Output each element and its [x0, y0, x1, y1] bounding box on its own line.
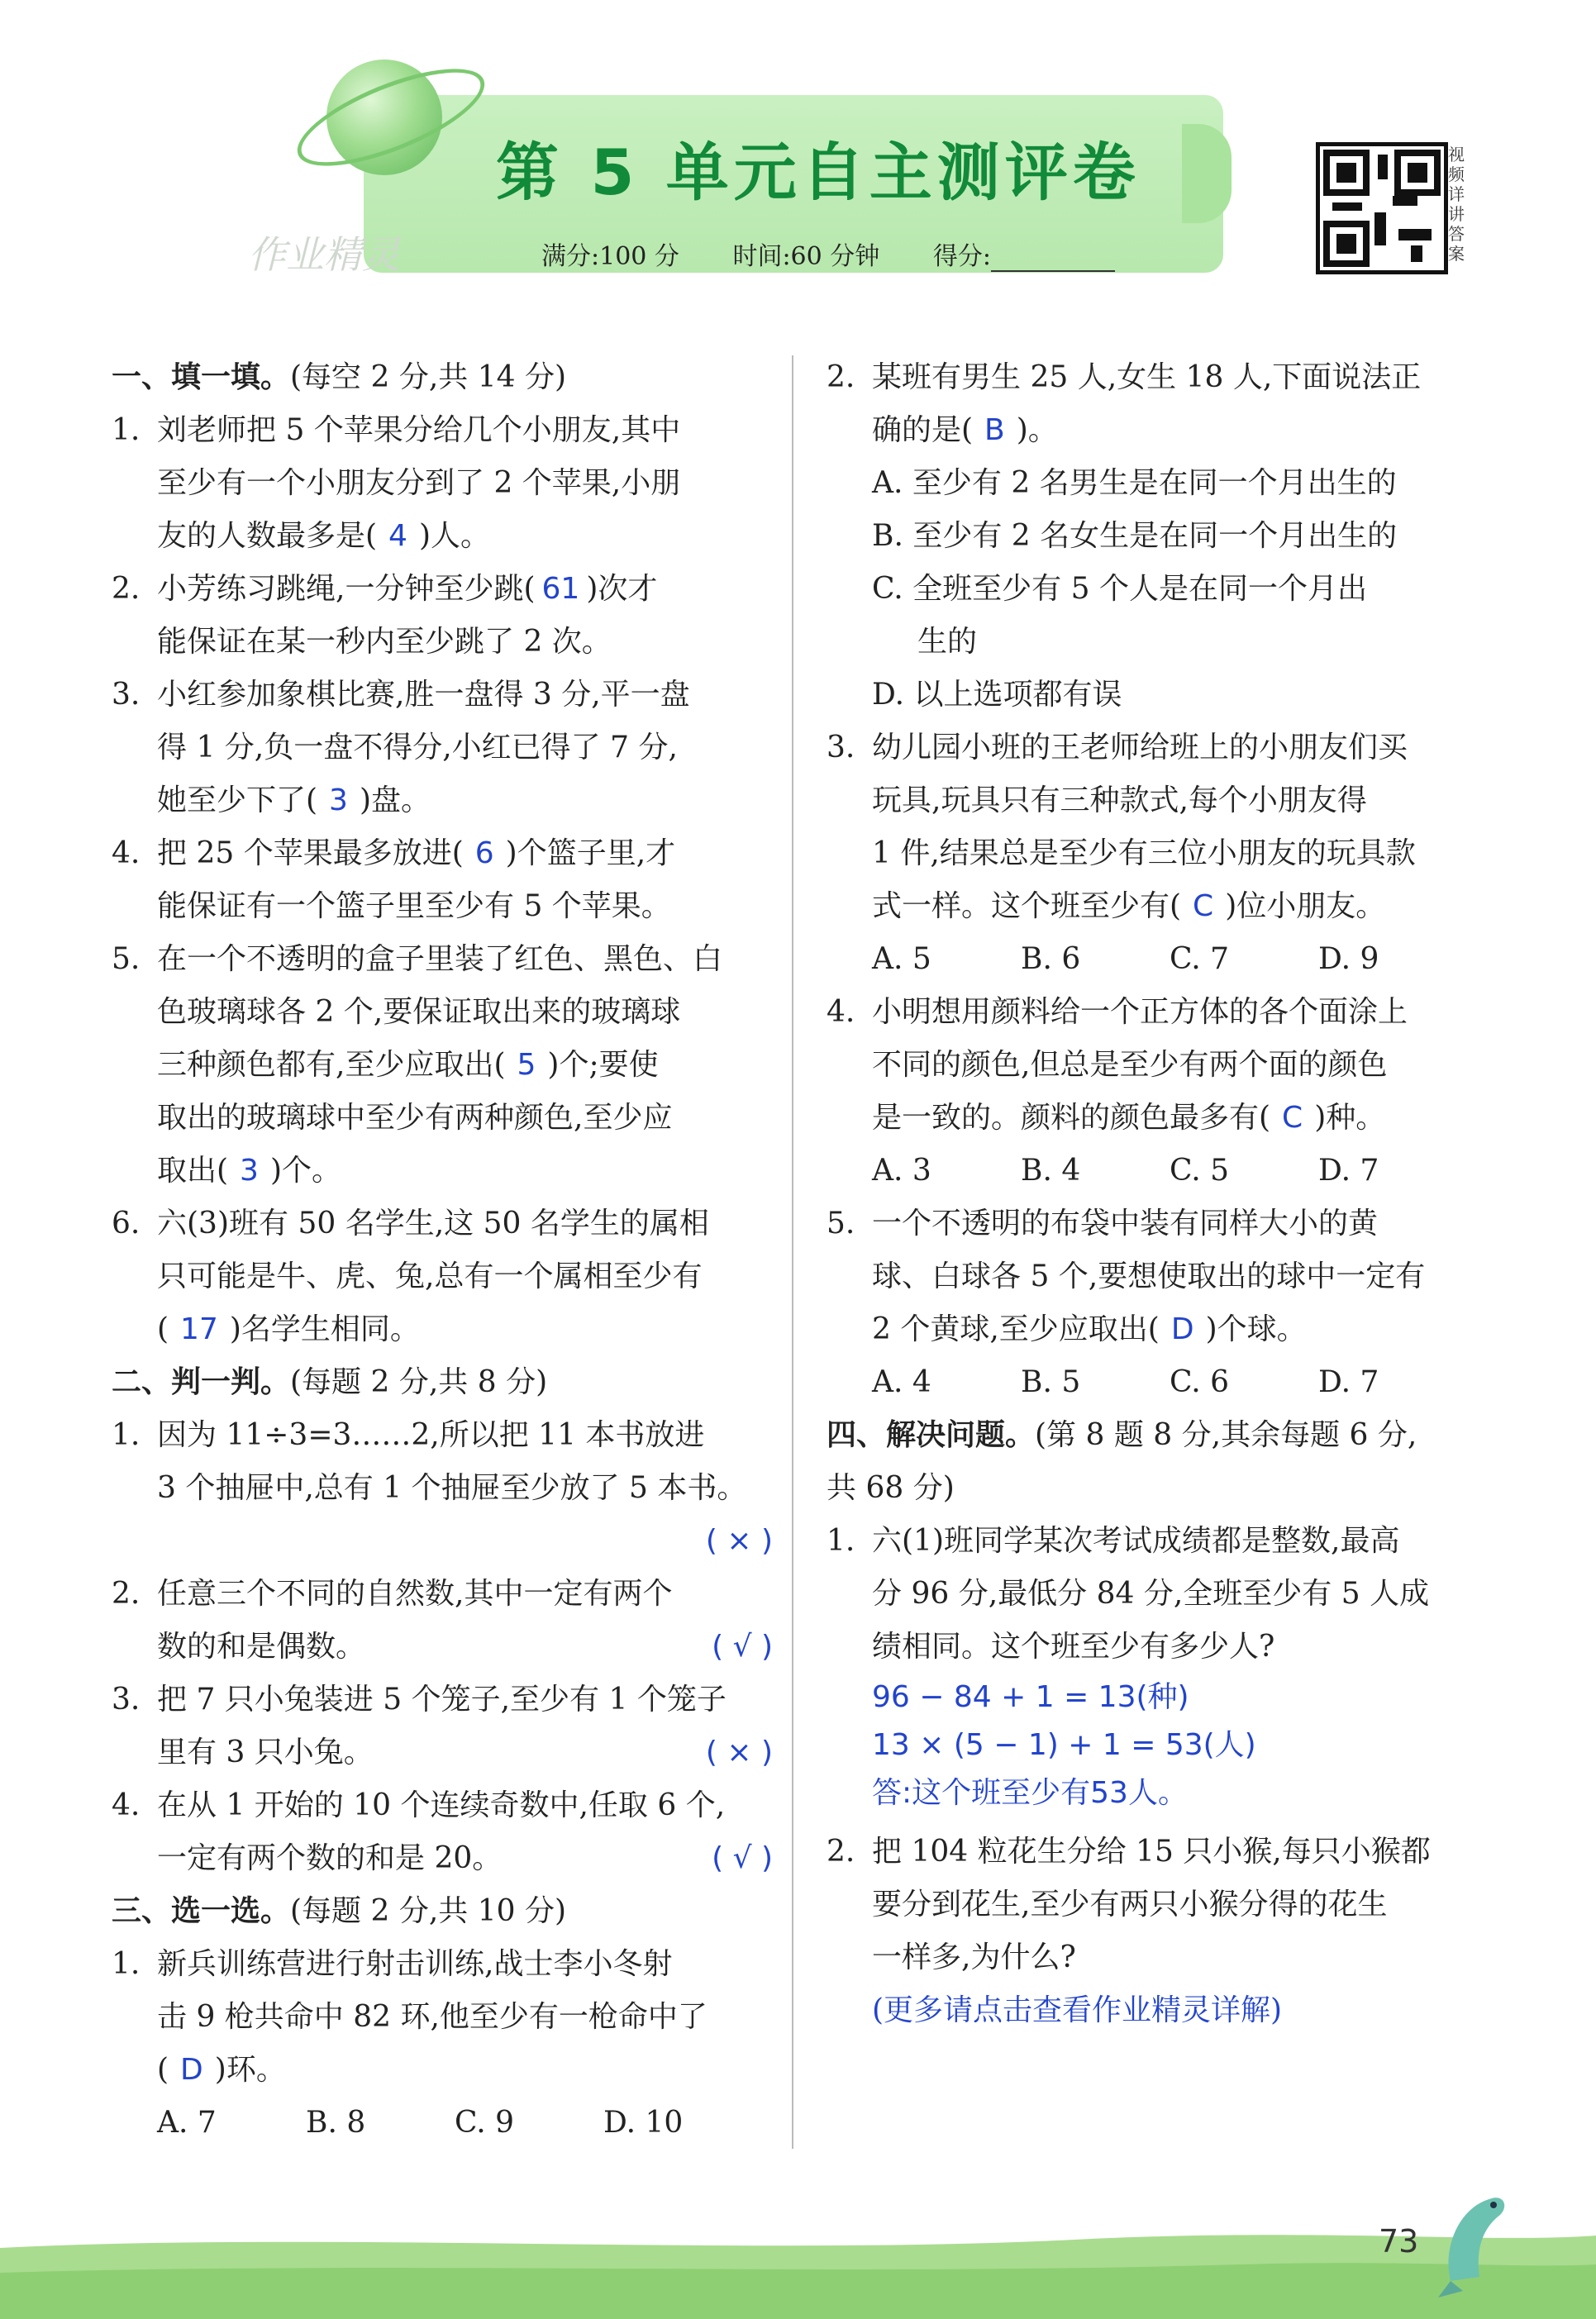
- qr-label: 视频详讲答案: [1448, 145, 1465, 264]
- answer: 17: [180, 1312, 218, 1346]
- s3-question-5: 5. 一个不透明的布袋中装有同样大小的黄 球、白球各 5 个,要想使取出的球中一定有 2 个黄球,至少应取出( D )个球。 A. 4 B. 5 C. 6 D. 7: [827, 1198, 1488, 1409]
- s1-question-1: 1. 刘老师把 5 个苹果分给几个小朋友,其中 至少有一个小朋友分到了 2 个苹果,小朋 友的人数最多是( 4 )人。: [112, 413, 681, 553]
- s2-question-4: 4. 在从 1 开始的 10 个连续奇数中,任取 6 个, 一定有两个数的和是 20。 ( √ ): [112, 1779, 773, 1885]
- solution-answer: 答:这个班至少有53人。: [872, 1776, 1188, 1810]
- column-divider: [792, 355, 793, 2149]
- s4-question-2: 2. 把 104 粒花生分给 15 只小猴,每只小猴都 要分到花生,至少有两只小猴分得的花生 一样多,为什么? (更多请点击查看作业精灵详解): [827, 1826, 1488, 2037]
- solution-step: 96 − 84 + 1 = 13(种): [872, 1680, 1189, 1714]
- option-a: A. 至少有 2 名男生是在同一个月出生的: [872, 466, 1397, 500]
- time-limit: 时间:60 分钟: [732, 242, 880, 271]
- answer: 5: [517, 1048, 536, 1082]
- s2-question-1: 1. 因为 11÷3=3……2,所以把 11 本书放进 3 个抽屉中,总有 1 个抽屉至少放了 5 本书。 ( × ): [112, 1409, 773, 1568]
- answer: 61: [541, 572, 580, 606]
- judge-mark: ( × ): [705, 1524, 773, 1558]
- answer: 6: [474, 836, 494, 870]
- options-row: A. 7 B. 8 C. 9 D. 10: [157, 2106, 684, 2140]
- dolphin-icon: [1426, 2182, 1517, 2306]
- s1-question-4: 4. 把 25 个苹果最多放进( 6 )个篮子里,才 能保证有一个篮子里至少有 5 个苹果。: [112, 836, 676, 923]
- answer: C: [1282, 1101, 1303, 1135]
- answer: 3: [329, 783, 348, 817]
- s1-question-6: 6. 六(3)班有 50 名学生,这 50 名学生的属相 只可能是牛、虎、兔,总有一个属相至少有 ( 17 )名学生相同。: [112, 1207, 709, 1346]
- options-row: A. 3 B. 4 C. 5 D. 7: [872, 1154, 1379, 1188]
- section-1-heading: 一、填一填。(每空 2 分,共 14 分): [112, 360, 567, 394]
- s3-question-1: 1. 新兵训练营进行射击训练,战士李小冬射 击 9 枪共命中 82 环,他至少有一枪命中了 ( D )环。 A. 7 B. 8 C. 9 D. 10: [112, 1938, 773, 2150]
- answer: B: [984, 413, 1005, 447]
- full-score: 满分:100 分: [541, 242, 679, 271]
- option-c: C. 全班至少有 5 个人是在同一个月出: [872, 572, 1367, 606]
- answer: 3: [240, 1154, 259, 1188]
- options-row: A. 4 B. 5 C. 6 D. 7: [872, 1365, 1379, 1399]
- answer: 4: [388, 519, 407, 553]
- s1-question-3: 3. 小红参加象棋比赛,胜一盘得 3 分,平一盘 得 1 分,负一盘不得分,小红已得了 7 分, 她至少下了( 3 )盘。: [112, 678, 690, 817]
- s3-question-4: 4. 小明想用颜料给一个正方体的各个面涂上 不同的颜色,但总是至少有两个面的颜色 是一致的。颜料的颜色最多有( C )种。 A. 3 B. 4 C. 5 D. 7: [827, 986, 1488, 1198]
- page-number: 73: [1379, 2223, 1419, 2259]
- solution-step: 13 × (5 − 1) + 1 = 53(人): [872, 1728, 1256, 1762]
- section-2-heading: 二、判一判。(每题 2 分,共 8 分): [112, 1365, 548, 1399]
- answer: D: [180, 2053, 203, 2087]
- judge-mark: ( √ ): [712, 1630, 773, 1664]
- page-title: 第 5 单元自主测评卷: [496, 136, 1141, 209]
- right-column: [827, 351, 1488, 2037]
- score-label: 得分:: [932, 242, 991, 271]
- left-column: [112, 351, 773, 2150]
- watermark: 作业精灵: [248, 232, 400, 277]
- s3-question-2: 2. 某班有男生 25 人,女生 18 人,下面说法正 确的是( B )。 A. 至少有 2 名男生是在同一个月出生的 B. 至少有 2 名女生是在同一个月出生的 C. 全班至少有 5 个人是在同一个月出 生的 D. 以上选项都有误: [827, 351, 1488, 721]
- s1-question-2: 2. 小芳练习跳绳,一分钟至少跳( 61 )次才 能保证在某一秒内至少跳了 2 次。: [112, 572, 658, 659]
- option-d: D. 以上选项都有误: [872, 678, 1122, 712]
- section-4-note: 共 68 分): [827, 1471, 955, 1505]
- banner-tab: [1182, 124, 1232, 223]
- answer: D: [1170, 1312, 1194, 1346]
- more-link[interactable]: (更多请点击查看作业精灵详解): [872, 1993, 1283, 2027]
- section-4-heading: 四、解决问题。(第 8 题 8 分,其余每题 6 分,: [827, 1418, 1417, 1452]
- section-3-heading: 三、选一选。(每题 2 分,共 10 分): [112, 1894, 567, 1928]
- answer: C: [1193, 889, 1214, 923]
- s1-question-5: 5. 在一个不透明的盒子里装了红色、黑色、白 色玻璃球各 2 个,要保证取出来的玻璃球 三种颜色都有,至少应取出( 5 )个;要使 取出的玻璃球中至少有两种颜色,至少应 取出( 3 )个。: [112, 942, 723, 1188]
- judge-mark: ( √ ): [712, 1841, 773, 1875]
- judge-mark: ( × ): [705, 1736, 773, 1769]
- s2-question-2: 2. 任意三个不同的自然数,其中一定有两个 数的和是偶数。 ( √ ): [112, 1568, 773, 1674]
- s4-question-1: 1. 六(1)班同学某次考试成绩都是整数,最高 分 96 分,最低分 84 分,全班至少有 5 人成 绩相同。这个班至少有多少人? 96 − 84 + 1 = 13(种) 13 × (5 − 1) + 1 = 53(人) 答:这个班至少有53人。: [827, 1515, 1488, 1817]
- s2-question-3: 3. 把 7 只小兔装进 5 个笼子,至少有 1 个笼子 里有 3 只小兔。 ( × ): [112, 1674, 773, 1779]
- options-row: A. 5 B. 6 C. 7 D. 9: [872, 942, 1379, 976]
- exam-meta: [541, 236, 1160, 272]
- option-b: B. 至少有 2 名女生是在同一个月出生的: [872, 519, 1398, 553]
- qr-code-icon[interactable]: [1316, 142, 1448, 274]
- score-blank[interactable]: [991, 245, 1115, 272]
- footer-wave: [0, 2198, 1596, 2319]
- s3-question-3: 3. 幼儿园小班的王老师给班上的小朋友们买 玩具,玩具只有三种款式,每个小朋友得 1 件,结果总是至少有三位小朋友的玩具款 式一样。这个班至少有( C )位小朋友。 A. 5 B. 6 C. 7 D. 9: [827, 721, 1488, 986]
